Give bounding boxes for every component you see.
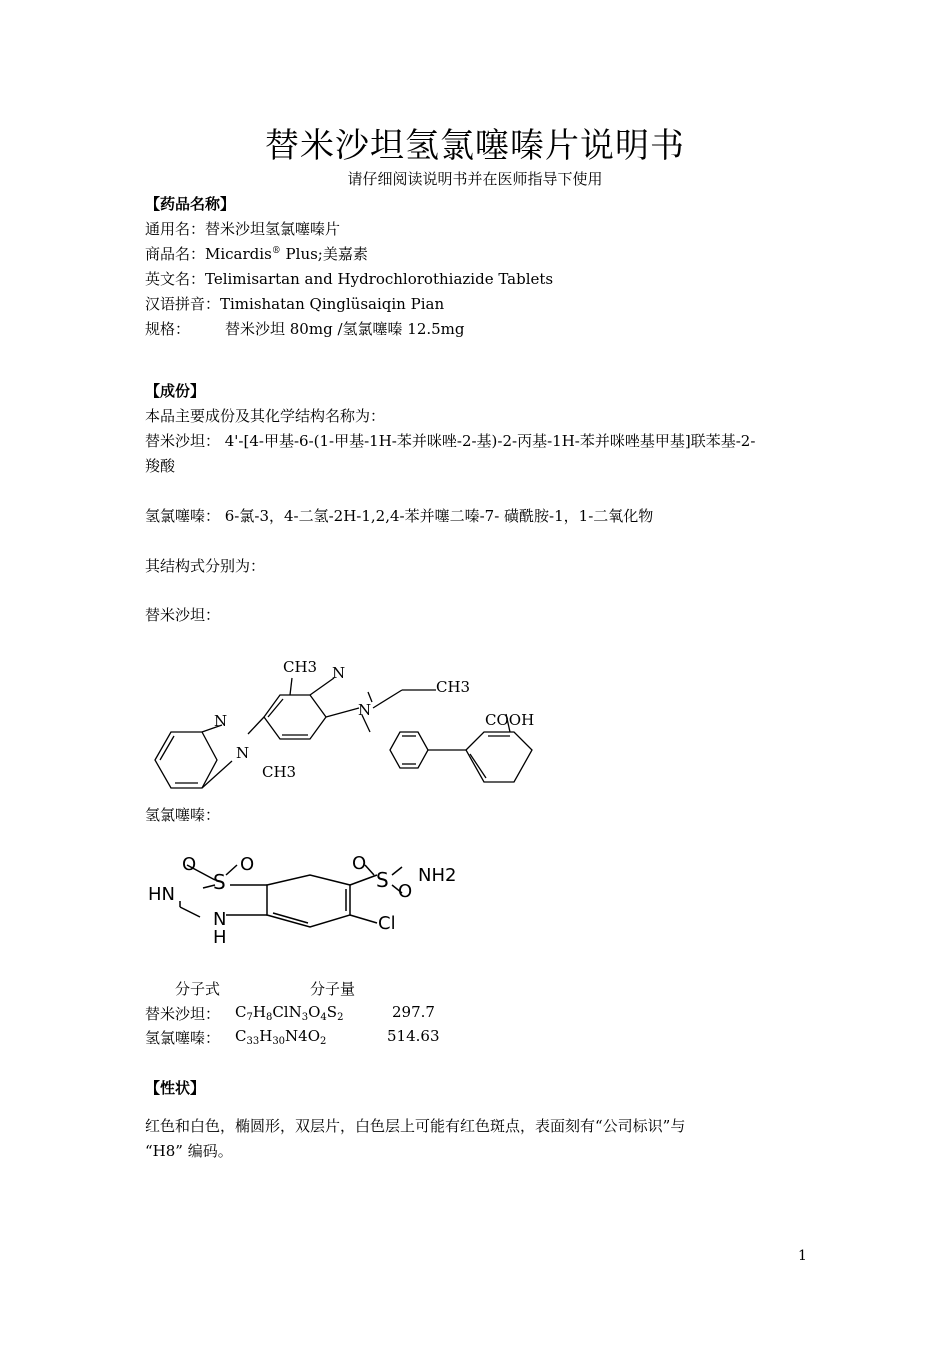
n2-label: N — [358, 701, 372, 719]
pinyin-name: 汉语拼音：Timishatan Qinglüsaiqin Pian — [145, 295, 445, 313]
row2-weight: 514.63 — [387, 1027, 440, 1045]
s2-label: S — [376, 868, 389, 892]
registered-mark: ® — [271, 246, 281, 256]
structures-intro: 其结构式分别为： — [145, 557, 266, 575]
spec-label: 规格： — [145, 320, 191, 338]
cooh-label: COOH — [485, 711, 535, 729]
row2-label: 氢氯噻嗪： — [145, 1029, 221, 1047]
telmisartan-structure — [140, 650, 560, 795]
n-ring-label: N — [213, 909, 227, 930]
telmisartan-chem-name-cont: 羧酸 — [145, 457, 176, 475]
trade-name: 商品名：Micardis® Plus;美嘉素 — [145, 245, 368, 263]
s1-label: S — [213, 870, 226, 894]
page-title: 替米沙坦氢氯噻嗪片说明书 — [265, 126, 685, 166]
section-heading-properties: 【性状】 — [145, 1079, 206, 1097]
page-subtitle: 请仔细阅读说明书并在医师指导下使用 — [347, 170, 603, 188]
composition-intro: 本品主要成份及其化学结构名称为： — [145, 407, 386, 425]
o2-label: O — [240, 854, 255, 875]
header-formula: 分子式 — [175, 980, 221, 998]
n3-label: N — [214, 712, 228, 730]
hn-label: HN — [148, 884, 175, 905]
telmisartan-structure-label: 替米沙坦： — [145, 606, 221, 624]
hctz-structure-label: 氢氯噻嗪： — [145, 806, 221, 824]
o1-label: O — [182, 854, 197, 875]
section-heading-drug-name: 【药品名称】 — [145, 195, 236, 213]
ch3-propyl-label: CH3 — [436, 678, 471, 696]
english-name: 英文名：Telimisartan and Hydrochlorothiazide Tablets — [145, 270, 554, 288]
ch3-top-label: CH3 — [283, 658, 318, 676]
section-heading-composition: 【成份】 — [145, 382, 206, 400]
properties-line2: “H8” 编码。 — [145, 1142, 233, 1160]
h-label: H — [213, 927, 227, 948]
telmisartan-chem-name: 替米沙坦： 4'-[4-甲基-6-(1-甲基-1H-苯并咪唑-2-基)-2-丙基-1H-苯并咪唑基甲基]联苯基-2- — [145, 432, 756, 450]
hctz-chem-name: 氢氯噻嗪： 6-氯-3，4-二氢-2H-1,2,4-苯并噻二嗪-7- 磺酰胺-1，1-二氧化物 — [145, 507, 654, 525]
row1-weight: 297.7 — [392, 1003, 435, 1021]
row1-label: 替米沙坦： — [145, 1005, 221, 1023]
header-weight: 分子量 — [310, 980, 356, 998]
generic-name: 通用名：替米沙坦氢氯噻嗪片 — [145, 220, 341, 238]
cl-label: Cl — [378, 913, 396, 934]
spec-value: 替米沙坦 80mg /氢氯噻嗪 12.5mg — [225, 320, 465, 338]
n1-label: N — [332, 664, 346, 682]
hctz-structure — [140, 845, 490, 950]
page-number: 1 — [798, 1248, 807, 1264]
nh2-label: NH2 — [418, 865, 457, 886]
row1-formula: $C_7H_8ClN_3O_4S_2$ — [235, 1003, 344, 1023]
row2-formula: $C_{33}H_{30}N4O_2$ — [235, 1027, 327, 1047]
o4-label: O — [398, 881, 413, 902]
o3-label: O — [352, 853, 367, 874]
ch3-bottom-label: CH3 — [262, 763, 297, 781]
n4-label: N — [236, 744, 250, 762]
properties-line1: 红色和白色，椭圆形，双层片，白色层上可能有红色斑点，表面刻有“公司标识”与 — [145, 1117, 686, 1135]
